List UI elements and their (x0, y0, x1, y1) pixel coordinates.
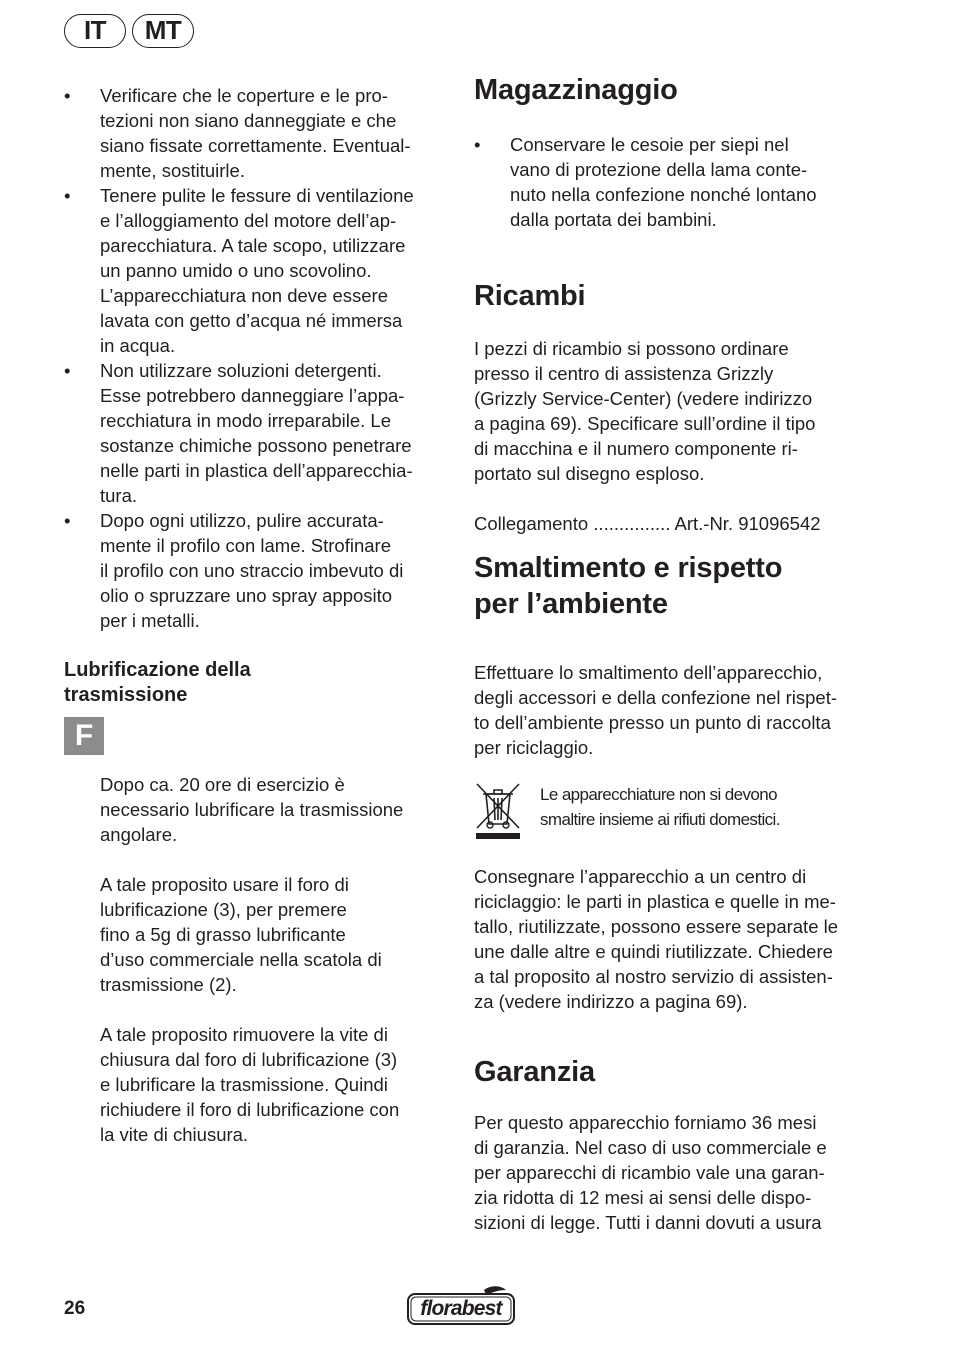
recycling-text: Consegnare l’apparecchio a un centro di riciclaggio: le parti in plastica e quelle in me- tallo, riutilizzate, possono essere separate le une dalle altre e quindi riutilizzate. Chiedere a tal proposito al nostro servizio di assisten- za (vedere indirizzo a pagina 69). (474, 866, 839, 1012)
lubrication-heading: Lubrificazione della trasmissione (64, 659, 251, 706)
storage-bullet-list (474, 132, 874, 232)
spares-text: I pezzi di ricambio si possono ordinare presso il centro di assistenza Grizzly (Grizzly Service-Center) (vedere indirizzo a pagina 69). Specificare sull’ordine il tipo di macchina e il numero componente ri- portato sul disegno esploso. (474, 338, 816, 484)
crossed-out-bin-icon (474, 778, 524, 848)
lubrication-instructions (64, 772, 454, 1147)
right-column (474, 72, 874, 1235)
paragraph: A tale proposito usare il foro di lubrificazione (3), per premere fino a 5g di grasso lubrificante d’uso commerciale nella scatola di trasmissione (2). (100, 874, 382, 995)
language-badges (64, 14, 194, 48)
bullet-item: • Conservare le cesoie per siepi nel vano di protezione della lama conte- nuto nella confezione nonché lontano dalla portata dei bambini. (474, 132, 874, 232)
page-number: 26 (64, 1298, 86, 1319)
language-badge-it: IT (64, 14, 126, 48)
paragraph: Dopo ca. 20 ore di esercizio è necessario lubrificare la trasmissione angolare. (100, 774, 404, 845)
weee-note: Le apparecchiature non si devono smaltire insieme ai rifiuti domestici. (540, 785, 780, 829)
weee-notice (474, 778, 874, 848)
bullet-item: • Verificare che le coperture e le pro- tezioni non siano danneggiate e che siano fissate correttamente. Eventual- mente, sostituirle. (64, 83, 454, 183)
florabest-logo (406, 1284, 516, 1326)
spare-part-line: Collegamento ............... Art.-Nr. 91096542 (474, 513, 821, 534)
warranty-title: Garanzia (474, 1056, 595, 1088)
brand-wordmark: florabest (420, 1297, 502, 1320)
bullet-item: • Non utilizzare soluzioni detergenti. Esse potrebbero danneggiare l’appa- recchiatura in modo irreparabile. Le sostanze chimiche possono penetrare nelle parti in plastica dell’apparecchia- tura. (64, 358, 454, 508)
bullet-item: • Tenere pulite le fessure di ventilazione e l’alloggiamento del motore dell’ap- parecchiatura. A tale scopo, utilizzare un panno umido o uno scovolino. L’apparecchiatura non deve essere lavata con getto d’acqua né immersa in acqua. (64, 183, 454, 358)
warranty-text: Per questo apparecchio forniamo 36 mesi di garanzia. Nel caso di uso commerciale e per apparecchi di ricambio vale una garan- zia ridotta di 12 mesi ai sensi delle dispo- sizioni di legge. Tutti i danni dovuti a usura (474, 1112, 827, 1233)
figure-reference-box: F (64, 717, 104, 755)
spares-title: Ricambi (474, 280, 586, 312)
bullet-item: • Dopo ogni utilizzo, pulire accurata- mente il profilo con lame. Strofinare il profilo con uno straccio imbevuto di olio o spruzzare uno spray apposito per i metalli. (64, 508, 454, 633)
disposal-title: Smaltimento e rispetto per l’ambiente (474, 552, 783, 620)
left-column (64, 83, 454, 1147)
disposal-text: Effettuare lo smaltimento dell’apparecchio, degli accessori e della confezione nel rispet- to dell’ambiente presso un punto di raccolta per riciclaggio. (474, 662, 838, 758)
language-badge-mt: MT (132, 14, 194, 48)
paragraph: A tale proposito rimuovere la vite di chiusura dal foro di lubrificazione (3) e lubrificare la trasmissione. Quindi richiudere il foro di lubrificazione con la vite di chiusura. (100, 1024, 400, 1145)
storage-title: Magazzinaggio (474, 74, 678, 106)
maintenance-bullet-list (64, 83, 454, 633)
